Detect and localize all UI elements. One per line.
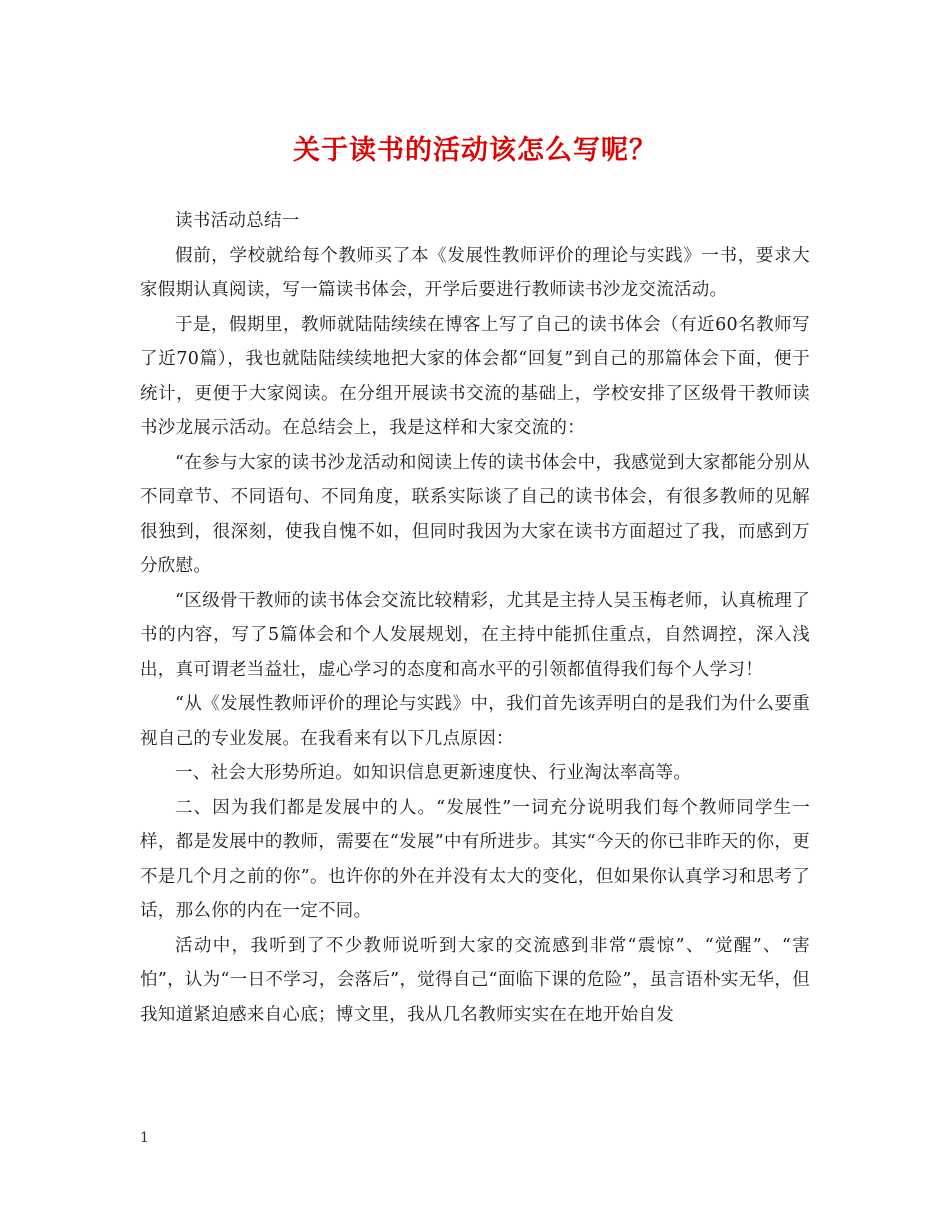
paragraph: 一、社会大形势所迫。如知识信息更新速度快、行业淘汰率高等。 <box>175 763 692 783</box>
paragraph: “区级骨干教师的读书体会交流比较精彩，尤其是主持人吴玉梅老师，认真梳理了书的内容，写了5篇体会和个人发展规划，在主持中能抓住重点，自然调控，深入浅出，真可谓老当益壮，虚心学习的态度和高水平的引领都值得我们每个人学习！ <box>140 590 810 680</box>
paragraph: “从《发展性教师评价的理论与实践》中，我们首先该弄明白的是我们为什么要重视自己的专业发展。在我看来有以下几点原因： <box>140 694 810 749</box>
paragraph: “在参与大家的读书沙龙活动和阅读上传的读书体会中，我感觉到大家都能分别从不同章节、不同语句、不同角度，联系实际谈了自己的读书体会，有很多教师的见解很独到，很深刻，使我自愧不如，但同时我因为大家在读书方面超过了我，而感到万分欣慰。 <box>140 452 810 576</box>
paragraph: 于是，假期里，教师就陆陆续续在博客上写了自己的读书体会（有近60名教师写了近70篇），我也就陆陆续续地把大家的体会都“回复”到自己的那篇体会下面，便于统计，更便于大家阅读。在分组开展读书交流的基础上，学校安排了区级骨干教师读书沙龙展示活动。在总结会上，我是这样和大家交流的： <box>140 314 810 438</box>
paragraph: 假前，学校就给每个教师买了本《发展性教师评价的理论与实践》一书，要求大家假期认真阅读，写一篇读书体会，开学后要进行教师读书沙龙交流活动。 <box>140 245 810 300</box>
document-body <box>140 204 810 1032</box>
paragraph: 活动中，我听到了不少教师说听到大家的交流感到非常“震惊”、“觉醒”、“害怕”，认为“一日不学习，会落后”，觉得自己“面临下课的危险”，虽言语朴实无华，但我知道紧迫感来自心底；博文里，我从几名教师实实在在地开始自发 <box>140 935 810 1025</box>
paragraph: 二、因为我们都是发展中的人。“发展性”一词充分说明我们每个教师同学生一样，都是发展中的教师，需要在“发展”中有所进步。其实“今天的你已非昨天的你，更不是几个月之前的你”。也许你的外在并没有太大的变化，但如果你认真学习和思考了话，那么你的内在一定不同。 <box>140 797 810 921</box>
paragraph-subtitle: 读书活动总结一 <box>175 211 300 231</box>
page-number: 1 <box>140 1130 149 1146</box>
document-title: 关于读书的活动该怎么写呢？ <box>293 135 657 166</box>
